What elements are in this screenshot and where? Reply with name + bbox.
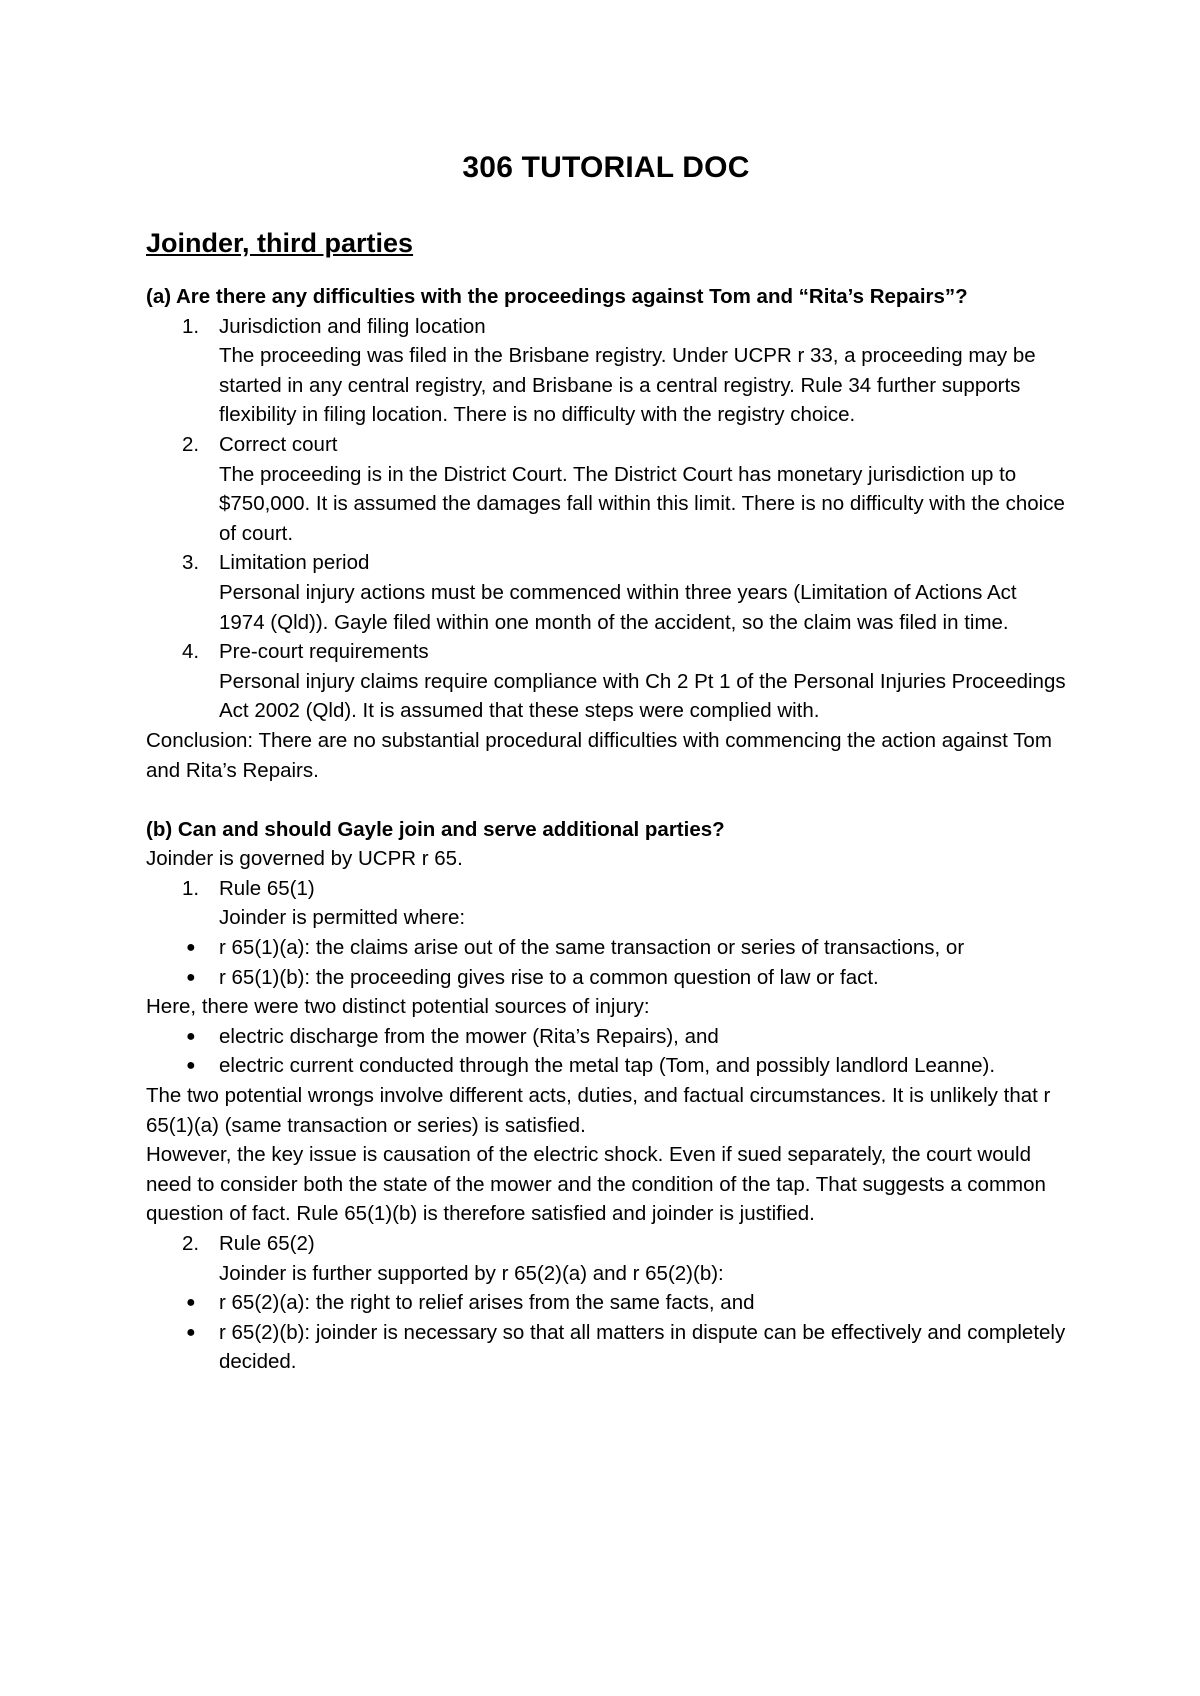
item-text: Joinder is permitted where: — [219, 906, 466, 930]
item-heading: Rule 65(2) — [219, 1232, 315, 1255]
list-number: 2. — [182, 1232, 200, 1255]
list-item-rule-65-2 — [146, 1229, 1066, 1288]
bullet-item — [146, 1318, 1066, 1377]
document-title: 306 TUTORIAL DOC — [462, 151, 750, 184]
bullet-item — [146, 963, 1066, 993]
item-text: The proceeding was filed in the Brisbane registry. Under UCPR r 33, a proceeding may be started in any central registry, and Brisbane is a central registry. Rule 34 further supports flexibility in filing location. There is no difficulty with the registry choice. — [219, 344, 1036, 427]
item-text: The proceeding is in the District Court. The District Court has monetary jurisdiction up to $750,000. It is assumed the damages fall within this limit. There is no difficulty with the choice of court. — [219, 462, 1065, 545]
bullet-icon: ● — [186, 1057, 196, 1075]
bullet-text: electric current conducted through the metal tap (Tom, and possibly landlord Leanne). — [219, 1054, 996, 1078]
item-heading: Correct court — [219, 432, 338, 456]
list-number: 1. — [182, 314, 200, 338]
list-number: 2. — [182, 432, 200, 456]
item-text: Personal injury actions must be commenced within three years (Limitation of Actions Act 1974 (Qld)). Gayle filed within one month of the accident, so the claim was filed in time. — [219, 580, 1017, 634]
intro-b: Joinder is governed by UCPR r 65. — [146, 847, 463, 871]
bullet-text: r 65(1)(b): the proceeding gives rise to a common question of law or fact. — [219, 965, 879, 989]
list-item-pre-court — [146, 637, 1066, 726]
bullet-item — [146, 1022, 1066, 1052]
bullet-icon: ● — [186, 939, 196, 957]
list-item-correct-court — [146, 430, 1066, 548]
item-heading: Rule 65(1) — [219, 876, 315, 900]
item-text: Joinder is further supported by r 65(2)(a) and r 65(2)(b): — [219, 1261, 724, 1285]
sources-intro: Here, there were two distinct potential sources of injury: — [146, 995, 650, 1019]
bullet-text: electric discharge from the mower (Rita’s Repairs), and — [219, 1024, 719, 1048]
document-body — [146, 150, 1066, 1377]
paragraph: However, the key issue is causation of the electric shock. Even if sued separately, the court would need to consider both the state of the mower and the condition of the tap. That suggests a common question of fact. Rule 65(1)(b) is therefore satisfied and joinder is justified. — [146, 1143, 1046, 1226]
item-heading: Jurisdiction and filing location — [219, 314, 486, 338]
bullet-text: r 65(1)(a): the claims arise out of the same transaction or series of transactions, or — [219, 936, 965, 960]
bullet-icon: ● — [186, 1027, 196, 1045]
bullet-icon: ● — [186, 968, 196, 986]
list-number: 3. — [182, 551, 200, 575]
item-text: Personal injury claims require compliance with Ch 2 Pt 1 of the Personal Injuries Proceedings Act 2002 (Qld). It is assumed that these steps were complied with. — [219, 669, 1066, 723]
list-item-limitation — [146, 548, 1066, 637]
paragraph: The two potential wrongs involve different acts, duties, and factual circumstances. It is unlikely that r 65(1)(a) (same transaction or series) is satisfied. — [146, 1084, 1051, 1137]
question-a: (a) Are there any difficulties with the proceedings against Tom and “Rita’s Repairs”? — [146, 285, 968, 308]
bullet-item — [146, 1051, 1066, 1081]
conclusion-a: Conclusion: There are no substantial procedural difficulties with commencing the action against Tom and Rita’s Repairs. — [146, 728, 1052, 782]
section-heading: Joinder, third parties — [146, 228, 414, 258]
list-item-jurisdiction — [146, 312, 1066, 430]
bullet-icon: ● — [186, 1323, 196, 1341]
bullet-icon: ● — [186, 1294, 196, 1312]
item-heading: Limitation period — [219, 551, 370, 575]
paragraph-gap — [146, 785, 1066, 815]
bullet-item — [146, 1288, 1066, 1318]
list-number: 1. — [182, 876, 200, 900]
item-heading: Pre-court requirements — [219, 640, 429, 664]
bullet-text: r 65(2)(a): the right to relief arises from the same facts, and — [219, 1291, 755, 1315]
list-number: 4. — [182, 640, 200, 664]
bullet-text: r 65(2)(b): joinder is necessary so that all matters in dispute can be effectively and completely decided. — [219, 1320, 1066, 1374]
question-b: (b) Can and should Gayle join and serve additional parties? — [146, 817, 725, 841]
list-item-rule-65-1 — [146, 874, 1066, 933]
bullet-item — [146, 933, 1066, 963]
